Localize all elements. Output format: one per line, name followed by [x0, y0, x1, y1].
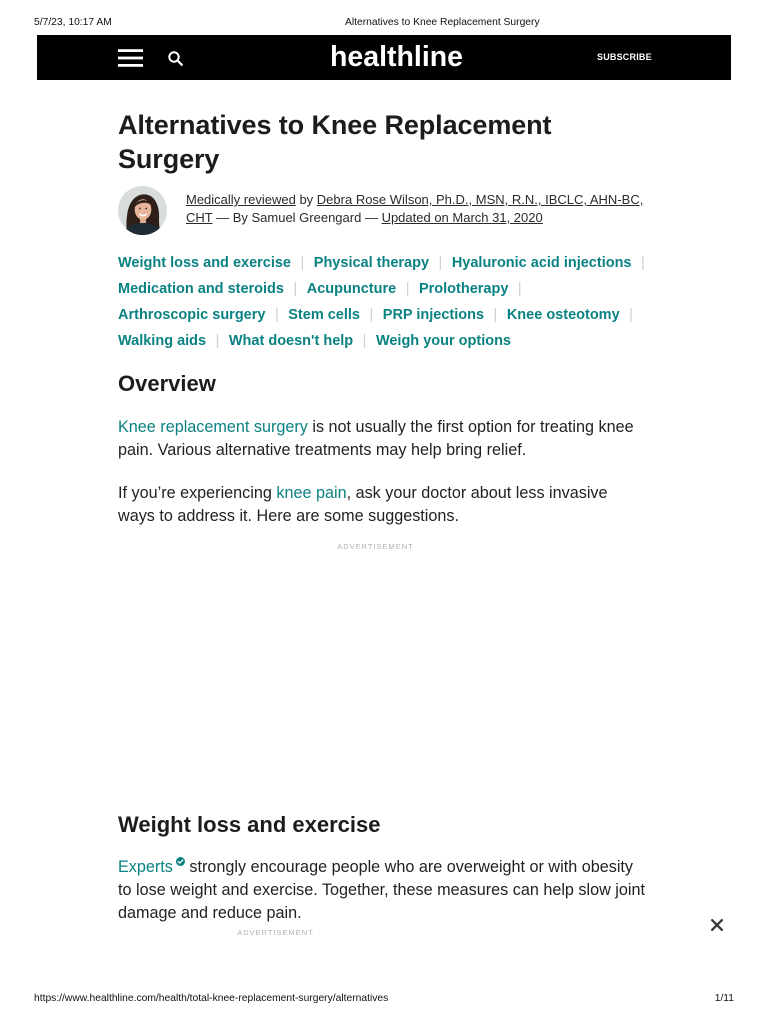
- toc-link-physical-therapy[interactable]: Physical therapy: [313, 255, 430, 271]
- toc-separator: |: [300, 255, 305, 271]
- advertisement-slot: [118, 560, 650, 795]
- toc-separator: |: [493, 307, 498, 323]
- toc-separator: |: [215, 333, 220, 349]
- toc-item: [314, 250, 452, 276]
- print-page-number: 1/11: [714, 993, 734, 1004]
- medically-reviewed-link[interactable]: Medically reviewed: [186, 192, 296, 207]
- toc-item: [118, 302, 288, 328]
- paragraph-text: , ask your doctor about less invasive: [346, 483, 608, 502]
- byline-by-text: by: [295, 192, 317, 207]
- toc-link-knee-osteotomy[interactable]: Knee osteotomy: [506, 307, 620, 323]
- paragraph-text: ways to address it. Here are some suggestions.: [118, 506, 459, 525]
- print-url: https://www.healthline.com/health/total-knee-replacement-surgery/alternatives: [34, 993, 389, 1004]
- toc-link-walking-aids[interactable]: Walking aids: [118, 333, 207, 349]
- author-avatar: [118, 186, 167, 235]
- paragraph-text: damage and reduce pain.: [118, 904, 302, 922]
- knee-pain-link[interactable]: knee pain: [276, 483, 347, 502]
- subscribe-button[interactable]: SUBSCRIBE: [597, 52, 652, 62]
- toc-link-what-doesnt-help[interactable]: What doesn't help: [228, 333, 354, 349]
- advertisement-label: ADVERTISEMENT: [237, 928, 314, 937]
- toc-separator: |: [405, 281, 410, 297]
- toc-item: [118, 328, 229, 354]
- toc-link-prolotherapy[interactable]: Prolotherapy: [418, 281, 509, 297]
- overview-paragraph: [118, 416, 634, 462]
- byline: [186, 191, 658, 227]
- print-date: 5/7/23, 10:17 AM: [34, 17, 112, 28]
- print-page-title: Alternatives to Knee Replacement Surgery: [345, 17, 540, 28]
- toc-item: [376, 328, 511, 354]
- toc-item: [383, 302, 507, 328]
- updated-date-link[interactable]: Updated on March 31, 2020: [381, 210, 543, 225]
- overview-heading: Overview: [118, 371, 216, 396]
- toc-link-weight-loss[interactable]: Weight loss and exercise: [118, 255, 291, 271]
- toc-item: [118, 250, 314, 276]
- toc-separator: |: [369, 307, 374, 323]
- search-icon[interactable]: [168, 51, 183, 66]
- article-title: Alternatives to Knee Replacement Surgery: [118, 110, 552, 174]
- toc-separator: |: [362, 333, 367, 349]
- toc-separator: |: [274, 307, 279, 323]
- hamburger-menu-icon[interactable]: [118, 49, 143, 67]
- paragraph-text: is not usually the first option for treating knee: [307, 417, 634, 436]
- toc-item: [229, 328, 376, 354]
- advertisement-label: ADVERTISEMENT: [337, 542, 414, 551]
- knee-replacement-surgery-link[interactable]: Knee replacement surgery: [118, 417, 308, 436]
- toc-item: [307, 276, 419, 302]
- experts-link[interactable]: Experts: [118, 858, 173, 876]
- toc-separator: |: [517, 281, 522, 297]
- weight-loss-heading: Weight loss and exercise: [118, 812, 381, 837]
- toc-separator: |: [641, 255, 645, 271]
- paragraph-text: If you’re experiencing: [118, 483, 277, 502]
- toc-link-weigh-your-options[interactable]: Weigh your options: [375, 333, 511, 349]
- toc-item: [118, 276, 307, 302]
- reviewer-link[interactable]: Debra Rose Wilson, Ph.D., MSN, R.N., IBCLC, AHN-BC, CHT: [186, 192, 644, 225]
- toc-link-arthroscopic-surgery[interactable]: Arthroscopic surgery: [118, 307, 266, 323]
- overview-paragraph: [118, 482, 608, 528]
- verified-check-icon: [176, 857, 185, 866]
- top-nav: [37, 35, 731, 80]
- toc-link-prp-injections[interactable]: PRP injections: [382, 307, 485, 323]
- paragraph-text: pain. Various alternative treatments may help bring relief.: [118, 440, 527, 459]
- table-of-contents: [118, 250, 678, 354]
- toc-separator: |: [629, 307, 633, 323]
- toc-item: [507, 302, 643, 328]
- paragraph-text: to lose weight and exercise. Together, these measures can help slow joint: [118, 881, 646, 899]
- weight-loss-paragraph: [118, 856, 645, 925]
- toc-link-acupuncture[interactable]: Acupuncture: [306, 281, 397, 297]
- byline-author-text: — By Samuel Greengard —: [212, 210, 382, 225]
- paragraph-text: strongly encourage people who are overweight or with obesity: [184, 858, 634, 876]
- toc-link-stem-cells[interactable]: Stem cells: [288, 307, 360, 323]
- healthline-logo[interactable]: healthline: [330, 41, 464, 73]
- toc-item: [419, 276, 531, 302]
- toc-link-hyaluronic-acid[interactable]: Hyaluronic acid injections: [451, 255, 632, 271]
- close-icon[interactable]: [711, 918, 723, 930]
- toc-separator: |: [293, 281, 298, 297]
- toc-item: [288, 302, 383, 328]
- toc-item: [452, 250, 654, 276]
- toc-link-medication[interactable]: Medication and steroids: [118, 281, 284, 297]
- toc-separator: |: [438, 255, 443, 271]
